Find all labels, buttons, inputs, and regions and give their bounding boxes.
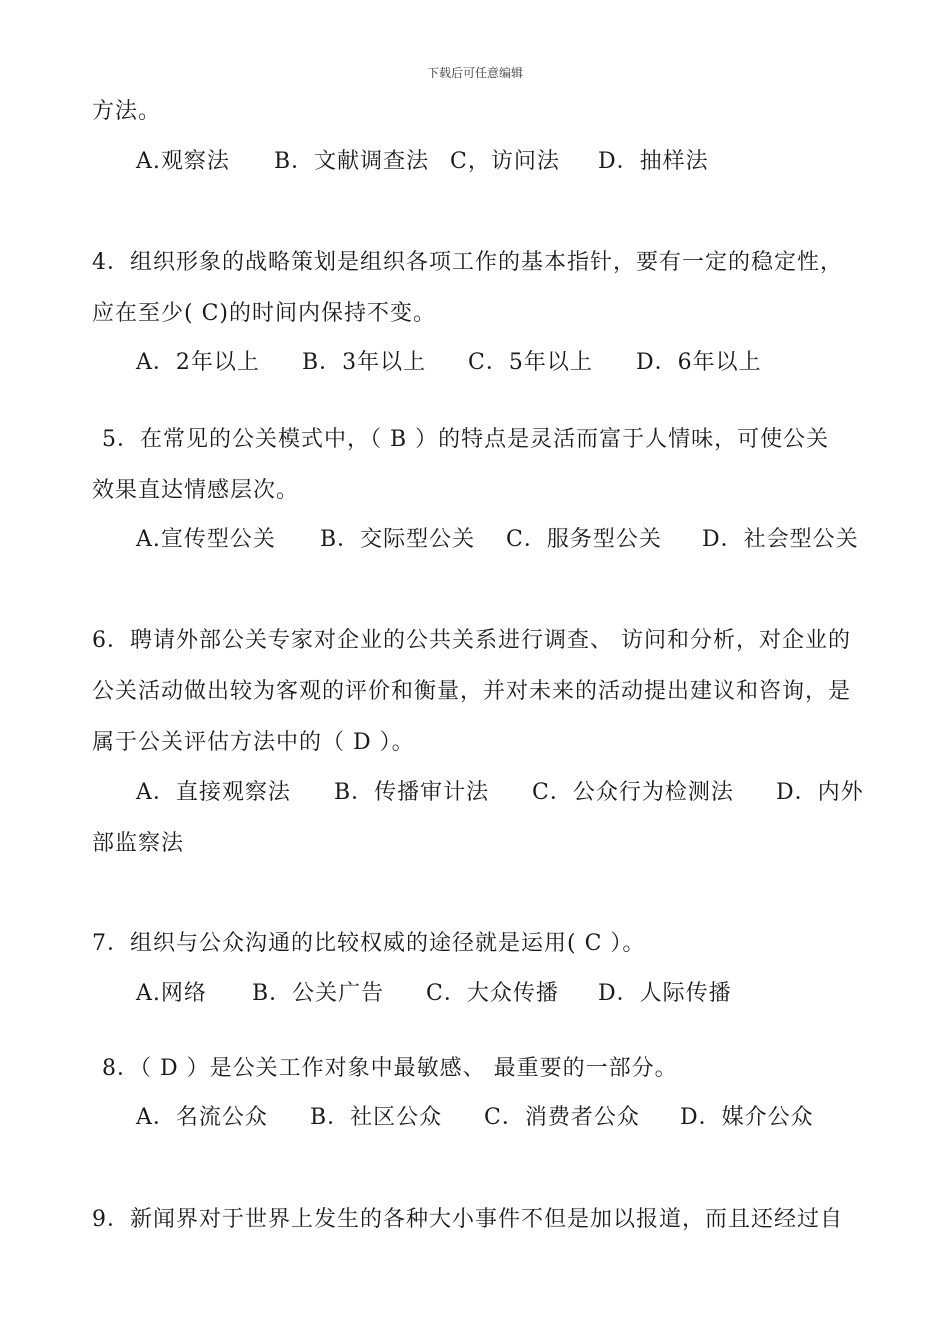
option-b: B．文献调查法 bbox=[274, 149, 430, 174]
question-8: 8．（ D ）是公关工作对象中最敏感、 最重要的一部分。 bbox=[102, 1056, 678, 1081]
option-c: C．消费者公众 bbox=[484, 1105, 640, 1130]
question-4-line-2: 应在至少( C)的时间内保持不变。 bbox=[92, 301, 436, 326]
question-7: 7．组织与公众沟通的比较权威的途径就是运用( C ）。 bbox=[92, 931, 646, 956]
option-b: B．公关广告 bbox=[252, 981, 385, 1006]
question-3-tail: 方法。 bbox=[92, 99, 162, 124]
option-b: B．3年以上 bbox=[302, 350, 427, 375]
option-c: C．大众传播 bbox=[426, 981, 559, 1006]
page-header: 下载后可任意编辑 bbox=[426, 66, 523, 80]
question-6-line-1: 6．聘请外部公关专家对企业的公共关系进行调查、 访问和分析，对企业的 bbox=[92, 628, 851, 653]
option-c: C．5年以上 bbox=[468, 350, 593, 375]
option-b: B．交际型公关 bbox=[320, 527, 476, 552]
option-a: A．2年以上 bbox=[136, 350, 260, 375]
option-d: D．6年以上 bbox=[636, 350, 762, 375]
option-c: C．服务型公关 bbox=[506, 527, 662, 552]
question-6-option-d-continued: 部监察法 bbox=[92, 831, 185, 856]
option-b: B．社区公众 bbox=[310, 1105, 443, 1130]
question-6-line-3: 属于公关评估方法中的（ D ）。 bbox=[92, 730, 415, 755]
option-a: A.观察法 bbox=[136, 149, 230, 174]
option-a: A.网络 bbox=[136, 981, 207, 1006]
option-d: D．媒介公众 bbox=[680, 1105, 814, 1130]
option-d: D．抽样法 bbox=[598, 149, 709, 174]
option-c: C，访问法 bbox=[450, 149, 560, 174]
option-d: D．内外 bbox=[776, 780, 864, 805]
question-5-line-1: 5．在常见的公关模式中，（ B ）的特点是灵活而富于人情味，可使公关 bbox=[102, 427, 830, 452]
question-4-line-1: 4．组织形象的战略策划是组织各项工作的基本指针，要有一定的稳定性， bbox=[92, 250, 843, 275]
option-a: A.宣传型公关 bbox=[136, 527, 276, 552]
question-5-line-2: 效果直达情感层次。 bbox=[92, 478, 300, 503]
option-a: A．直接观察法 bbox=[136, 780, 291, 805]
question-9-line-1: 9．新闻界对于世界上发生的各种大小事件不但是加以报道，而且还经过自 bbox=[92, 1207, 843, 1232]
option-b: B．传播审计法 bbox=[334, 780, 490, 805]
question-6-line-2: 公关活动做出较为客观的评价和衡量，并对未来的活动提出建议和咨询，是 bbox=[92, 679, 852, 704]
option-a: A．名流公众 bbox=[136, 1105, 268, 1130]
option-c: C．公众行为检测法 bbox=[532, 780, 734, 805]
option-d: D．社会型公关 bbox=[702, 527, 859, 552]
option-d: D．人际传播 bbox=[598, 981, 732, 1006]
